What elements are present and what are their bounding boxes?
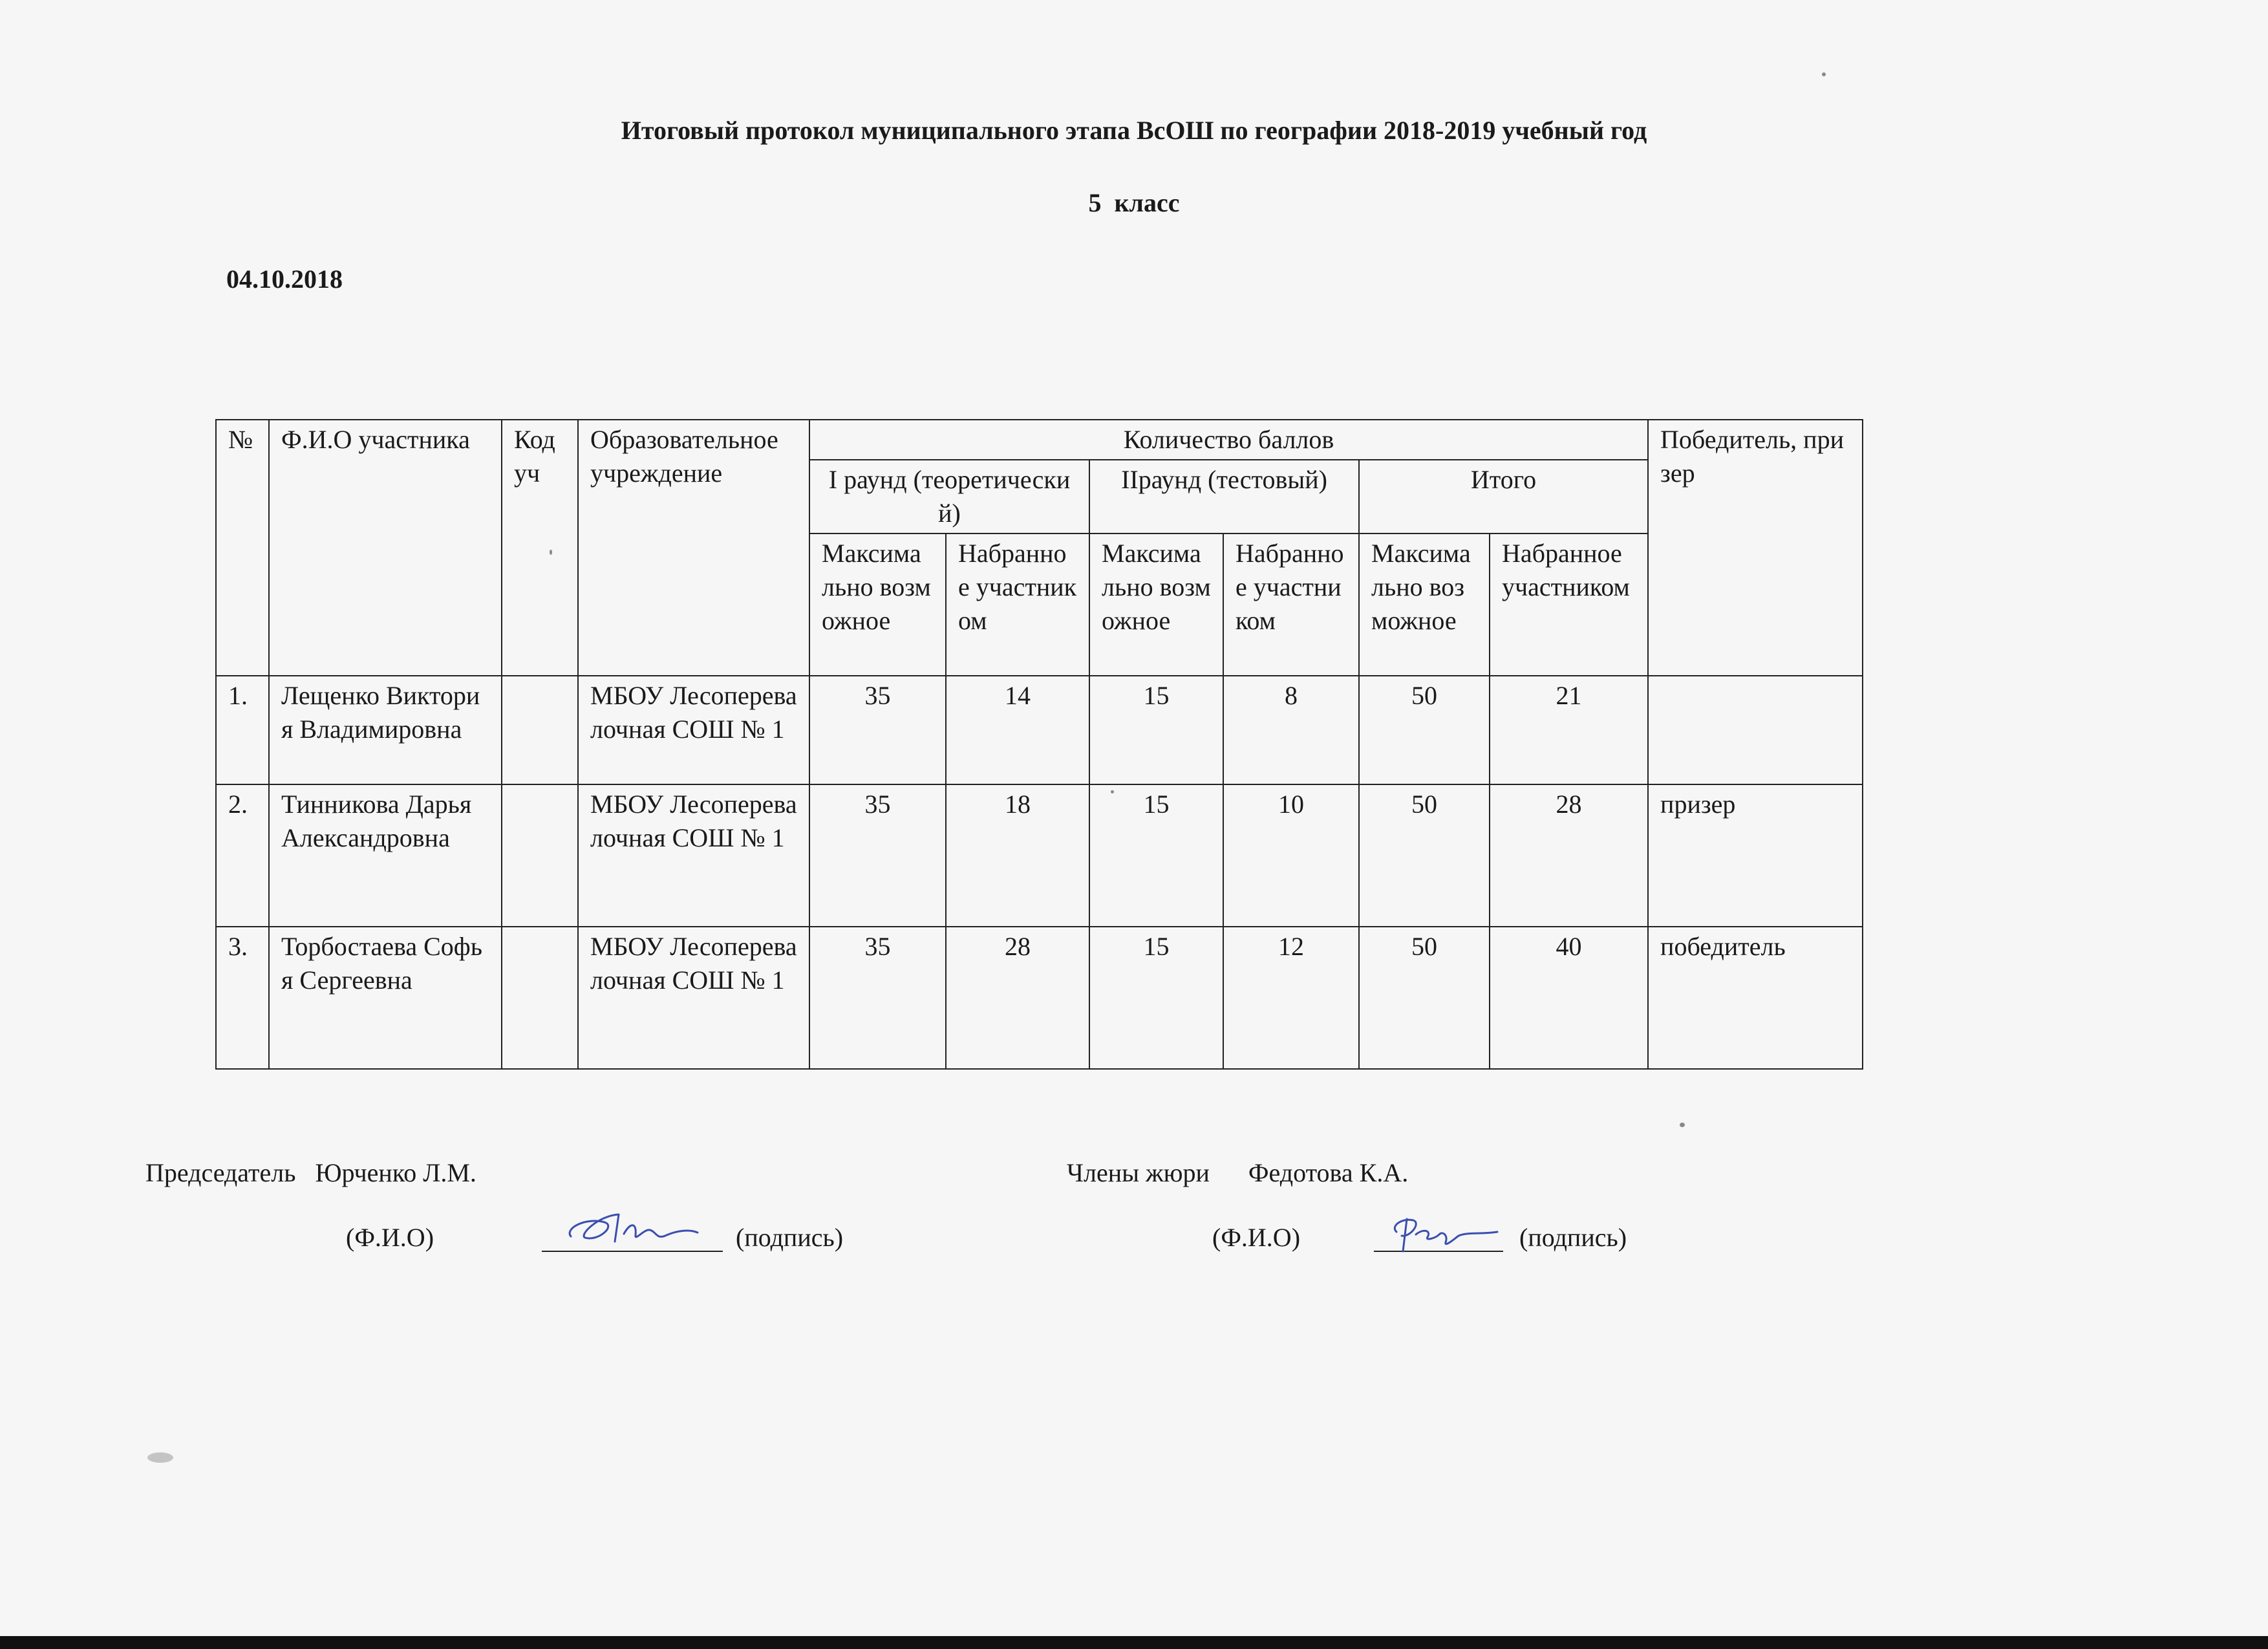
header-round1: I раунд (теоретический) (809, 460, 1089, 534)
row-r2-score: 12 (1223, 927, 1359, 1069)
scan-speck (1822, 72, 1826, 76)
row-award: призер (1648, 784, 1863, 927)
row-total-max: 50 (1359, 676, 1490, 784)
row-school: МБОУ Лесоперевалочная СОШ № 1 (578, 784, 809, 927)
header-school: Образовательное учреждение (578, 420, 809, 676)
row-r1-score: 28 (946, 927, 1089, 1069)
row-school: МБОУ Лесоперевалочная СОШ № 1 (578, 927, 809, 1069)
row-r2-max: 15 (1089, 784, 1223, 927)
row-r1-max: 35 (809, 784, 946, 927)
scan-speck (550, 550, 552, 555)
chairman-sign-label: (подпись) (736, 1223, 844, 1252)
row-total-max: 50 (1359, 784, 1490, 927)
row-name: Тинникова Дарья Александровна (269, 784, 502, 927)
header-award: Победитель, призер (1648, 420, 1863, 676)
chairman-signature (559, 1203, 708, 1255)
row-num: 2. (216, 784, 269, 927)
row-school: МБОУ Лесоперевалочная СОШ № 1 (578, 676, 809, 784)
chairman-line: Председатель Юрченко Л.М. (145, 1158, 476, 1187)
row-r1-max: 35 (809, 676, 946, 784)
row-name: Лещенко Виктория Владимировна (269, 676, 502, 784)
row-r2-score: 8 (1223, 676, 1359, 784)
protocol-date: 04.10.2018 (226, 264, 343, 294)
row-total-max: 50 (1359, 927, 1490, 1069)
header-num: № (216, 420, 269, 676)
header-scores: Количество баллов (809, 420, 1648, 460)
chairman-fio-label: (Ф.И.О) (346, 1223, 434, 1252)
grade-label: 5 класс (1088, 188, 1180, 217)
row-r2-max: 15 (1089, 676, 1223, 784)
header-round2: IIраунд (тестовый) (1089, 460, 1359, 534)
row-code (502, 676, 578, 784)
row-total-score: 40 (1490, 927, 1648, 1069)
row-name: Торбостаева Софья Сергеевна (269, 927, 502, 1069)
results-table (215, 419, 1863, 1070)
row-r1-score: 14 (946, 676, 1089, 784)
row-total-score: 28 (1490, 784, 1648, 927)
header-r1-scored: Набранное участником (946, 534, 1089, 676)
row-num: 3. (216, 927, 269, 1069)
jury-fio-label: (Ф.И.О) (1212, 1223, 1301, 1252)
header-r2-scored: Набранное участником (1223, 534, 1359, 676)
header-total-scored: Набранное участником (1490, 534, 1648, 676)
header-r2-max: Максимально возможное (1089, 534, 1223, 676)
header-total: Итого (1359, 460, 1648, 534)
scan-speck (1680, 1123, 1685, 1127)
row-r2-score: 10 (1223, 784, 1359, 927)
header-total-max: Максимально возможное (1359, 534, 1490, 676)
scan-speck (147, 1452, 173, 1463)
document-title: Итоговый протокол муниципального этапа ВсОШ по географии 2018-2019 учебный год (621, 116, 1647, 145)
row-num: 1. (216, 676, 269, 784)
row-code (502, 927, 578, 1069)
row-r1-score: 18 (946, 784, 1089, 927)
row-total-score: 21 (1490, 676, 1648, 784)
row-code (502, 784, 578, 927)
table-row (216, 676, 1863, 784)
jury-members-line: Члены жюри Федотова К.А. (1067, 1158, 1409, 1187)
scan-speck (1111, 790, 1114, 793)
scan-edge (0, 1636, 2268, 1649)
jury-sign-label: (подпись) (1519, 1223, 1627, 1252)
table-row (216, 927, 1863, 1069)
row-award: победитель (1648, 927, 1863, 1069)
header-name: Ф.И.О участника (269, 420, 502, 676)
table-row (216, 784, 1863, 927)
jury-signature (1377, 1206, 1506, 1258)
header-row-1 (216, 420, 1863, 460)
header-r1-max: Максимально возможное (809, 534, 946, 676)
header-code: Код уч (502, 420, 578, 676)
row-r2-max: 15 (1089, 927, 1223, 1069)
row-r1-max: 35 (809, 927, 946, 1069)
row-award (1648, 676, 1863, 784)
